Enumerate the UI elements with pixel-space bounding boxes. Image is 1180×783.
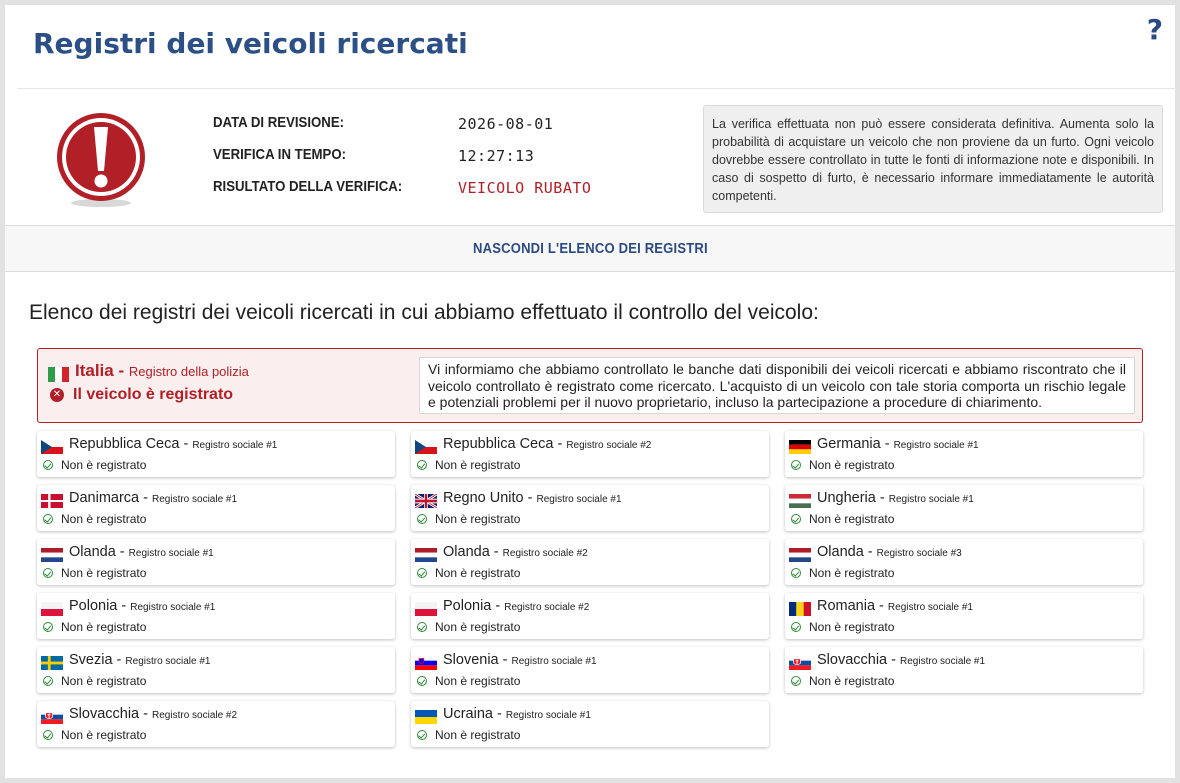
section-title: Elenco dei registri dei veicoli ricercati in cui abbiamo effettuato il controllo del veicolo: [29, 301, 819, 324]
divider [17, 88, 1175, 89]
registry-name: Registro sociale #2 [566, 440, 652, 451]
registry-status [791, 566, 894, 580]
check-result-value: VEICOLO RUBATO [458, 179, 592, 197]
check-result-label: RISULTATO DELLA VERIFICA: [213, 178, 403, 195]
country-name: Ungheria [817, 490, 876, 506]
check-circle-icon [417, 514, 427, 524]
registry-card [37, 701, 395, 747]
flag-icon [415, 602, 437, 616]
flag-icon [48, 367, 69, 382]
status-text: Non è registrato [435, 512, 521, 526]
country-name: Romania [817, 598, 876, 614]
registry-title: Repubblica Ceca - Registro sociale #1 [69, 436, 278, 452]
check-circle-icon [43, 730, 53, 740]
check-circle-icon [417, 460, 427, 470]
registry-card [37, 485, 395, 531]
registry-title: Danimarca - Registro sociale #1 [69, 490, 238, 506]
check-circle-icon [417, 730, 427, 740]
registry-name: Registro sociale #1 [536, 494, 622, 505]
country-name: Slovacchia [817, 652, 888, 668]
status-text: Non è registrato [435, 458, 521, 472]
registry-title: Slovenia - Registro sociale #1 [443, 652, 597, 668]
country-name: Slovacchia [69, 706, 140, 722]
revision-date-value: 2026-08-01 [458, 115, 554, 133]
status-text: Non è registrato [61, 566, 147, 580]
registry-status [791, 512, 894, 526]
alert-exclamation-icon [53, 109, 149, 209]
registry-name: Registro sociale #1 [192, 440, 278, 451]
flag-icon [41, 602, 63, 616]
country-name: Svezia [69, 652, 113, 668]
check-circle-icon [791, 460, 801, 470]
registry-card [785, 539, 1143, 585]
registry-status [417, 458, 520, 472]
country-name: Olanda [817, 544, 864, 560]
toggle-registries-button[interactable] [5, 225, 1175, 272]
revision-date-label: DATA DI REVISIONE: [213, 114, 345, 131]
registry-status [43, 620, 146, 634]
registry-name: Registro sociale #2 [502, 548, 588, 559]
flag-icon [41, 710, 63, 724]
registry-status [43, 566, 146, 580]
disclaimer-notice: La verifica effettuata non può essere considerata definitiva. Aumenta solo la probabilità di acquistare un veicolo che non proviene da un furto. Ogni veicolo dovrebbe essere controllato in tutte le fonti di informazione note e disponibili. In caso di sospetto di furto, è necessario informare immediatamente le autorità competenti. [703, 105, 1163, 213]
check-time-label: VERIFICA IN TEMPO: [213, 146, 346, 163]
country-name: Olanda [69, 544, 116, 560]
country-name: Repubblica Ceca [69, 436, 180, 452]
status-text: Non è registrato [435, 620, 521, 634]
registry-name: Registro sociale #1 [125, 656, 211, 667]
registry-title: Ucraina - Registro sociale #1 [443, 706, 591, 722]
registry-status [417, 566, 520, 580]
country-name: Olanda [443, 544, 490, 560]
registry-name: Registro sociale #1 [128, 548, 214, 559]
status-text: Non è registrato [61, 620, 147, 634]
stolen-registry-status [50, 386, 233, 404]
registry-status [417, 728, 520, 742]
country-name: Italia [75, 361, 114, 380]
status-text: Il veicolo è registrato [73, 386, 234, 403]
registry-name: Registro sociale #1 [511, 656, 597, 667]
report-card [5, 5, 1175, 778]
country-name: Slovenia [443, 652, 499, 668]
registry-status [43, 512, 146, 526]
status-text: Non è registrato [809, 566, 895, 580]
registry-name: Registro sociale #1 [893, 440, 979, 451]
status-text: Non è registrato [61, 458, 147, 472]
registry-name: Registro sociale #1 [152, 494, 238, 505]
flag-icon [41, 440, 63, 454]
registry-title: Olanda - Registro sociale #3 [817, 544, 962, 560]
flag-icon [415, 494, 437, 508]
flag-icon [415, 548, 437, 562]
registry-status [791, 620, 894, 634]
registry-card [411, 539, 769, 585]
registry-card [411, 701, 769, 747]
check-circle-icon [791, 568, 801, 578]
registry-status [43, 728, 146, 742]
registry-card [411, 485, 769, 531]
registry-card [785, 647, 1143, 693]
stolen-registry-card [37, 348, 1143, 423]
registry-status [417, 620, 520, 634]
registry-status [791, 458, 894, 472]
check-circle-icon [791, 514, 801, 524]
status-text: Non è registrato [435, 728, 521, 742]
country-name: Germania [817, 436, 881, 452]
registry-status [43, 458, 146, 472]
flag-icon [789, 440, 811, 454]
country-name: Polonia [69, 598, 118, 614]
registry-name: Registro sociale #3 [876, 548, 962, 559]
registry-name: Registro sociale #1 [130, 602, 216, 613]
registry-card [37, 647, 395, 693]
status-text: Non è registrato [61, 728, 147, 742]
registry-card [785, 593, 1143, 639]
check-circle-icon [417, 676, 427, 686]
check-circle-icon [791, 622, 801, 632]
status-text: Non è registrato [61, 674, 147, 688]
status-text: Non è registrato [809, 458, 895, 472]
country-name: Polonia [443, 598, 492, 614]
registry-title: Polonia - Registro sociale #2 [443, 598, 590, 614]
status-text: Non è registrato [809, 620, 895, 634]
check-circle-icon [43, 622, 53, 632]
registry-card [411, 593, 769, 639]
registry-title: Olanda - Registro sociale #2 [443, 544, 588, 560]
registry-title: Repubblica Ceca - Registro sociale #2 [443, 436, 652, 452]
status-text: Non è registrato [435, 674, 521, 688]
flag-icon [41, 494, 63, 508]
registry-status [791, 674, 894, 688]
flag-icon [41, 656, 63, 670]
registry-title: Olanda - Registro sociale #1 [69, 544, 214, 560]
registry-card [785, 485, 1143, 531]
check-circle-icon [43, 676, 53, 686]
registry-card [37, 539, 395, 585]
flag-icon [789, 548, 811, 562]
registry-card [785, 431, 1143, 477]
registry-status [417, 674, 520, 688]
registry-name: Registro sociale #1 [887, 602, 973, 613]
check-time-value: 12:27:13 [458, 147, 535, 165]
toggle-registries-label: NASCONDI L'ELENCO DEI REGISTRI [472, 241, 708, 257]
registry-title: Regno Unito - Registro sociale #1 [443, 490, 622, 506]
registry-name: Registro sociale #2 [504, 602, 590, 613]
registry-name: Registro sociale #1 [505, 710, 591, 721]
registry-status [417, 512, 520, 526]
registry-title: Slovacchia - Registro sociale #1 [817, 652, 986, 668]
registry-name: Registro sociale #2 [152, 710, 238, 721]
stolen-message: Vi informiamo che abbiamo controllato le banche dati disponibili dei veicoli ricercati e abbiamo riscontrato che il veicolo controllato è registrato come ricercato. L'acquisto di un veicolo con tale storia comporta un rischio legale e potenziali problemi per il nuovo proprietario, incluso la partecipazione a procedure di chiarimento. [419, 357, 1135, 414]
check-circle-icon [417, 568, 427, 578]
flag-icon [789, 602, 811, 616]
check-circle-icon [417, 622, 427, 632]
flag-icon [789, 494, 811, 508]
check-circle-icon [43, 568, 53, 578]
country-name: Repubblica Ceca [443, 436, 554, 452]
registry-status [43, 674, 146, 688]
page-title: Registri dei veicoli ricercati [33, 27, 468, 60]
registry-name: Registro sociale #1 [900, 656, 986, 667]
country-name: Ucraina [443, 706, 493, 722]
registry-card [411, 647, 769, 693]
stolen-registry-title: Italia - Registro della polizia [75, 361, 249, 380]
flag-icon [415, 656, 437, 670]
country-name: Danimarca [69, 490, 140, 506]
registry-title: Svezia - Registro sociale #1 [69, 652, 211, 668]
registry-name: Registro sociale #1 [888, 494, 974, 505]
help-icon[interactable]: ? [1146, 13, 1163, 46]
status-text: Non è registrato [435, 566, 521, 580]
status-text: Non è registrato [809, 674, 895, 688]
registry-title: Ungheria - Registro sociale #1 [817, 490, 974, 506]
registry-card [411, 431, 769, 477]
registry-card [37, 431, 395, 477]
country-name: Regno Unito [443, 490, 524, 506]
flag-icon [789, 656, 811, 670]
check-circle-icon [43, 514, 53, 524]
registry-title: Romania - Registro sociale #1 [817, 598, 973, 614]
check-circle-icon [791, 676, 801, 686]
registry-title: Polonia - Registro sociale #1 [69, 598, 216, 614]
registry-card [37, 593, 395, 639]
status-text: Non è registrato [61, 512, 147, 526]
registry-list [37, 431, 1145, 747]
error-icon: ✕ [50, 388, 64, 402]
registry-title: Slovacchia - Registro sociale #2 [69, 706, 238, 722]
status-text: Non è registrato [809, 512, 895, 526]
registry-title: Germania - Registro sociale #1 [817, 436, 979, 452]
registry-name: Registro della polizia [128, 364, 249, 379]
check-circle-icon [43, 460, 53, 470]
flag-icon [415, 710, 437, 724]
flag-icon [415, 440, 437, 454]
flag-icon [41, 548, 63, 562]
